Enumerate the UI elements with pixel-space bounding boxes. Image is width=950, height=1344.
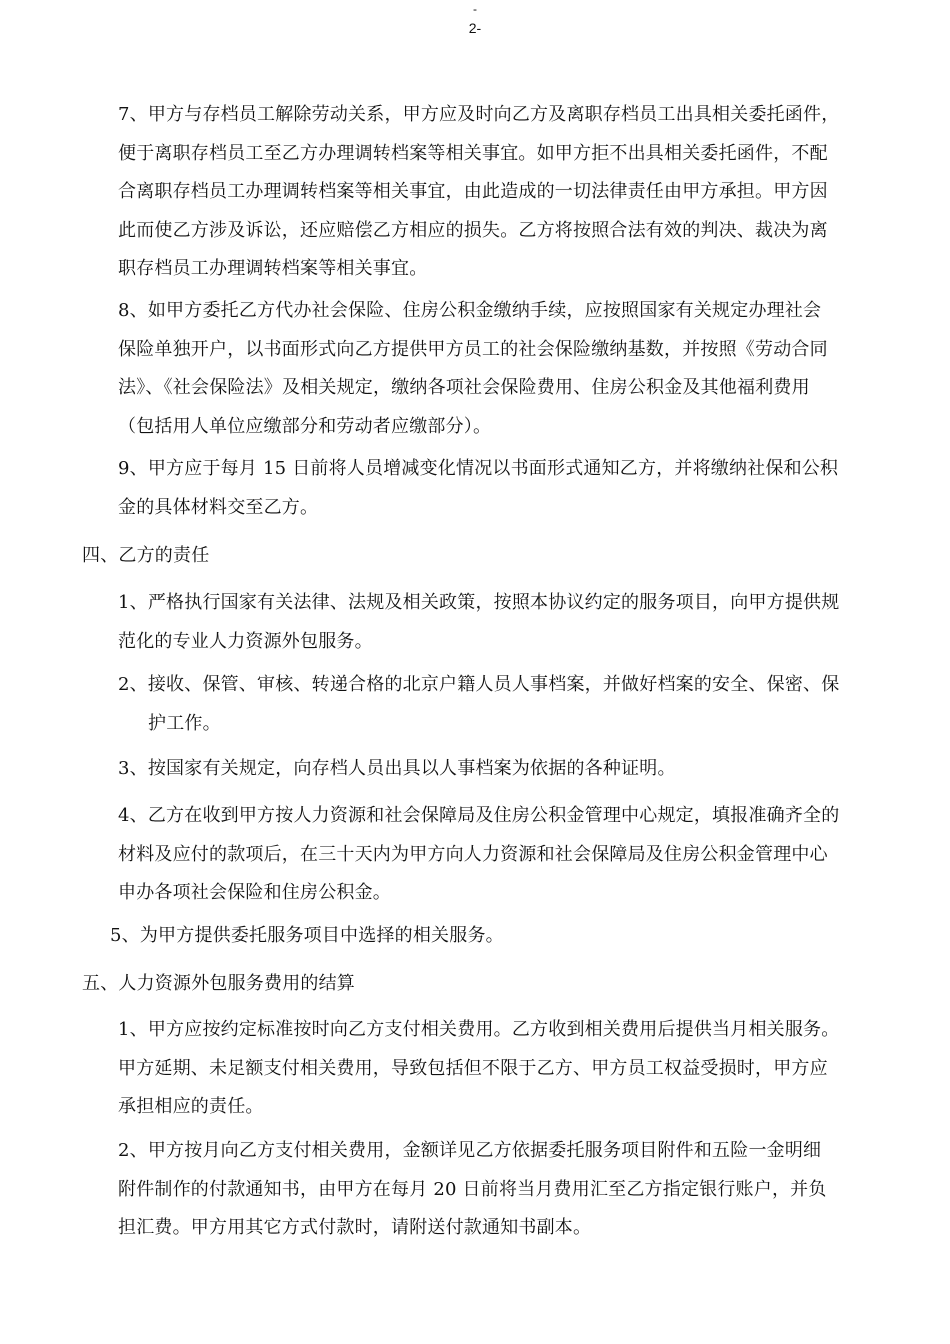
section-4-item-4	[118, 797, 883, 913]
section-4-item-4-line-2: 材料及应付的款项后，在三十天内为甲方向人力资源和社会保障局及住房公积金管理中心	[118, 843, 828, 865]
section-5-item-1-line-2: 甲方延期、未足额支付相关费用，导致包括但不限于乙方、甲方员工权益受损时，甲方应	[118, 1057, 828, 1079]
page-number: 2-	[468, 20, 482, 36]
clause-9-line-2: 金的具体材料交至乙方。	[118, 496, 319, 518]
clause-8-line-1: 8、如甲方委托乙方代办社会保险、住房公积金缴纳手续，应按照国家有关规定办理社会	[118, 300, 822, 321]
section-5-item-2-line-1: 2、甲方按月向乙方支付相关费用，金额详见乙方依据委托服务项目附件和五险一金明细	[118, 1140, 822, 1161]
clause-7-line-2: 便于离职存档员工至乙方办理调转档案等相关事宜。如甲方拒不出具相关委托函件，不配	[118, 142, 828, 164]
clause-7-line-4: 此而使乙方涉及诉讼，还应赔偿乙方相应的损失。乙方将按照合法有效的判决、裁决为离	[118, 219, 828, 241]
section-5-item-2	[118, 1132, 883, 1248]
section-4-item-1-line-2: 范化的专业人力资源外包服务。	[118, 630, 373, 652]
clause-7-line-3: 合离职存档员工办理调转档案等相关事宜，由此造成的一切法律责任由甲方承担。甲方因	[118, 181, 828, 202]
section-5-item-1	[118, 1011, 883, 1127]
section-4-item-3-line-1: 3、按国家有关规定，向存档人员出具以人事档案为依据的各种证明。	[118, 758, 676, 779]
clause-8	[118, 292, 883, 446]
section-4-item-5	[110, 917, 875, 956]
section-4-item-2-line-2: 护工作。	[148, 712, 221, 734]
clause-7	[118, 96, 883, 289]
page-header-dash: -	[473, 2, 477, 16]
section-4-item-1-line-1: 1、严格执行国家有关法律、法规及相关政策，按照本协议约定的服务项目，向甲方提供规	[118, 592, 840, 613]
section-4-heading: 四、乙方的责任	[82, 545, 210, 566]
clause-8-line-3: 法》、《社会保险法》及相关规定，缴纳各项社会保险费用、住房公积金及其他福利费用	[118, 377, 810, 398]
section-4-item-5-line-1: 5、为甲方提供委托服务项目中选择的相关服务。	[110, 925, 504, 946]
section-5-item-2-line-2: 附件制作的付款通知书，由甲方在每月 20 日前将当月费用汇至乙方指定银行账户，并负	[118, 1178, 827, 1200]
clause-7-line-1: 7、甲方与存档员工解除劳动关系，甲方应及时向乙方及离职存档员工出具相关委托函件，	[118, 104, 840, 125]
section-5-heading: 五、人力资源外包服务费用的结算	[82, 973, 355, 994]
clause-8-line-4: （包括用人单位应缴部分和劳动者应缴部分）。	[118, 415, 492, 437]
section-5-item-1-line-3: 承担相应的责任。	[118, 1096, 264, 1117]
clause-7-line-5: 职存档员工办理调转档案等相关事宜。	[118, 258, 428, 279]
section-5-item-2-line-3: 担汇费。甲方用其它方式付款时，请附送付款通知书副本。	[118, 1217, 592, 1238]
section-5-item-1-line-1: 1、甲方应按约定标准按时向乙方支付相关费用。乙方收到相关费用后提供当月相关服务。	[118, 1019, 840, 1040]
section-4-item-3	[118, 750, 883, 789]
clause-8-line-2: 保险单独开户，以书面形式向乙方提供甲方员工的社会保险缴纳基数，并按照《劳动合同	[118, 338, 828, 360]
section-4-item-2-line-1: 2、接收、保管、审核、转递合格的北京户籍人员人事档案，并做好档案的安全、保密、保	[118, 674, 840, 695]
section-4-item-4-line-1: 4、乙方在收到甲方按人力资源和社会保障局及住房公积金管理中心规定，填报准确齐全的	[118, 805, 840, 826]
section-4-item-1	[118, 584, 883, 661]
clause-9	[118, 450, 883, 527]
clause-9-line-1: 9、甲方应于每月 15 日前将人员增减变化情况以书面形式通知乙方，并将缴纳社保和公积	[118, 458, 839, 479]
section-4-item-2	[118, 666, 883, 743]
section-4-item-4-line-3: 申办各项社会保险和住房公积金。	[118, 882, 391, 903]
